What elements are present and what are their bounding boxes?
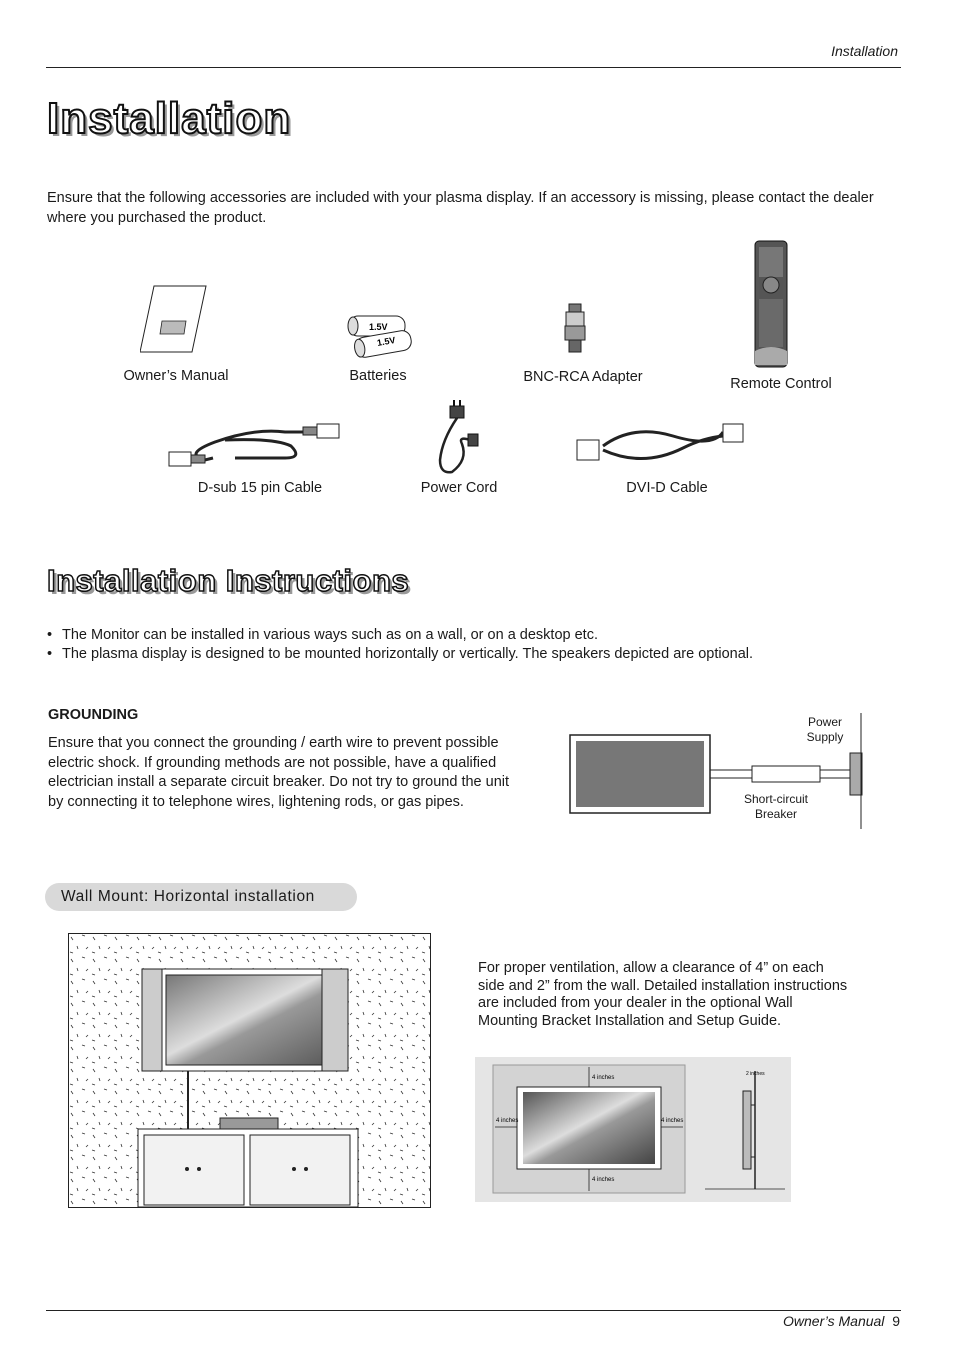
battery-label-1: 1.5V — [369, 322, 388, 332]
grounding-heading: GROUNDING — [48, 707, 139, 723]
caption-owners-manual: Owner’s Manual — [123, 368, 229, 384]
power-supply-label — [793, 715, 857, 745]
instructions-bullets — [47, 626, 907, 664]
caption-batteries: Batteries — [349, 368, 407, 384]
caption-dsub: D-sub 15 pin Cable — [197, 480, 323, 496]
page-title: Installation — [47, 94, 292, 143]
caption-remote: Remote Control — [730, 376, 832, 392]
power-supply-line2: Supply — [806, 730, 844, 744]
footer-manual: Owner’s Manual — [783, 1313, 885, 1329]
grounding-text: Ensure that you connect the grounding / earth wire to prevent possible electric shock. If grounding methods are not possible, have a qualified electrician install a separate circuit breaker. Do not try to ground the unit by connecting it to telephone wires, lightening rods, or gas pipes. — [48, 735, 510, 810]
battery-label-2: 1.5V — [376, 334, 397, 348]
header-rule — [46, 67, 901, 68]
power-cord-illustration — [432, 400, 484, 478]
remote-control-illustration — [752, 239, 790, 369]
bnc-rca-adapter-illustration — [560, 302, 590, 356]
breaker-label — [730, 792, 822, 822]
power-supply-line1: Power — [807, 715, 842, 729]
breaker-line2: Breaker — [754, 807, 798, 821]
bullet-item: • The plasma display is designed to be mounted horizontally or vertically. The speakers depicted are optional. — [47, 645, 907, 664]
clearance-left-label: 4 inches — [496, 1118, 519, 1124]
footer — [783, 1313, 900, 1329]
wall-mount-label-text: Wall Mount: Horizontal installation — [61, 888, 315, 905]
bullet-item: • The Monitor can be installed in various ways such as on a wall, or on a desktop etc. — [47, 626, 907, 645]
dsub-cable-illustration — [165, 418, 347, 470]
clearance-diagram — [475, 1057, 791, 1202]
owners-manual-illustration — [140, 284, 210, 354]
intro-text: Ensure that the following accessories are included with your plasma display. If an accessory is missing, please contact the dealer where you purchased the product. — [47, 190, 874, 226]
batteries-illustration — [343, 312, 418, 360]
dvi-cable-illustration — [573, 418, 749, 470]
section-title-instructions: Installation Instructions — [47, 563, 410, 598]
caption-dvi: DVI-D Cable — [626, 480, 708, 496]
caption-bnc-rca: BNC-RCA Adapter — [523, 369, 643, 385]
caption-power-cord: Power Cord — [420, 480, 498, 496]
wall-mount-label — [45, 883, 357, 911]
breaker-line1: Short-circuit — [743, 792, 808, 806]
running-header: Installation — [831, 43, 898, 59]
footer-rule — [46, 1310, 901, 1311]
clearance-bottom-label: 4 inches — [592, 1177, 615, 1183]
wall-mount-illustration — [68, 933, 431, 1208]
ventilation-text: For proper ventilation, allow a clearance of 4” on each side and 2” from the wall. Detailed installation instructions are included from your dealer in the optional Wall Mounting Bracket Installation and Setup Guide. — [478, 960, 848, 1029]
clearance-top-label: 4 inches — [592, 1075, 615, 1081]
clearance-right-label: 4 inches — [661, 1118, 684, 1124]
page-number: 9 — [892, 1313, 900, 1329]
clearance-wall-label: 2 inches — [746, 1071, 765, 1077]
